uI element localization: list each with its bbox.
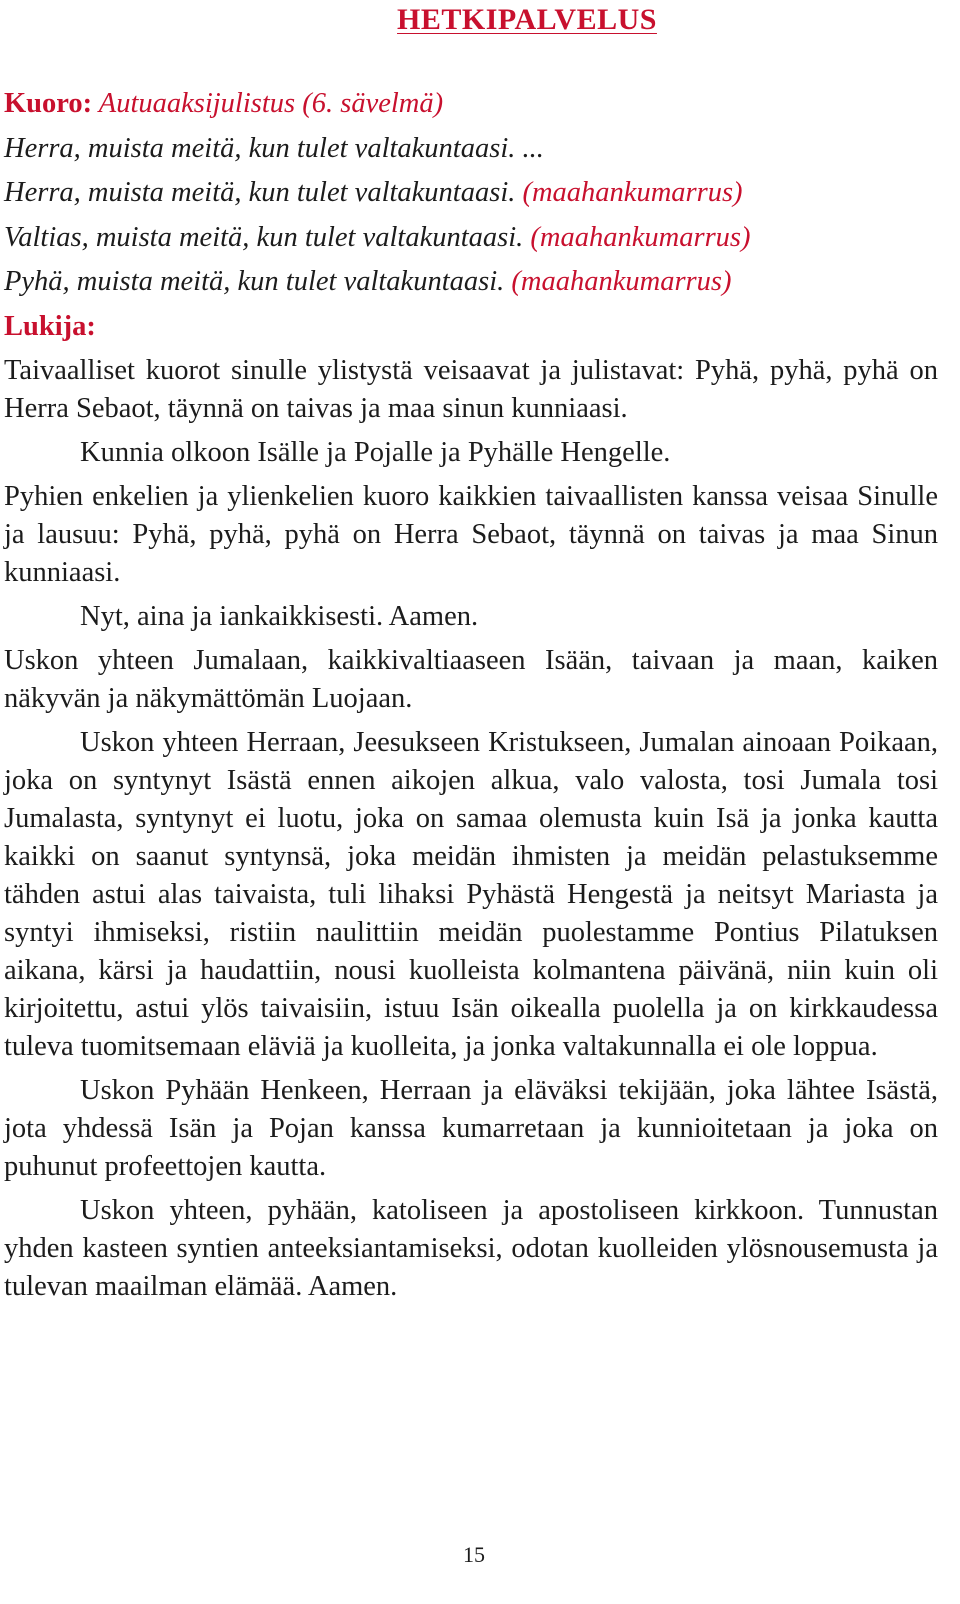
chorus-line-text: Pyhä, muista meitä, kun tulet valtakuntaasi. <box>4 266 505 297</box>
doxology-2: Nyt, aina ja iankaikkisesti. Aamen. <box>80 601 479 632</box>
page-number: 15 <box>463 1542 485 1567</box>
page-title: HETKIPALVELUS <box>397 3 657 36</box>
reader-paragraph-1: Taivaalliset kuorot sinulle ylistystä veisaavat ja julistavat: Pyhä, pyhä, pyhä on Herra Sebaot, täynnä on taivas ja maa sinun kunniaasi. <box>4 355 938 424</box>
chorus-line-text: Herra, muista meitä, kun tulet valtakuntaasi. ... <box>4 132 544 164</box>
creed-paragraph-4: Uskon yhteen, pyhään, katoliseen ja apostoliseen kirkkoon. Tunnustan yhden kasteen syntien anteeksiantamiseksi, odotan kuolleiden ylösnousemusta ja tulevan maailman elämää. Aamen. <box>4 1195 938 1302</box>
chorus-line-4 <box>4 260 938 305</box>
chorus-line-note: (maahankumarrus) <box>522 177 743 208</box>
reader-label: Lukija: <box>4 311 96 342</box>
chorus-heading: Autuaaksijulistus (6. sävelmä) <box>98 88 444 119</box>
creed-paragraph-3: Uskon Pyhään Henkeen, Herraan ja eläväksi tekijään, joka lähtee Isästä, jota yhdessä Isän ja Pojan kanssa kumarretaan ja kunnioitetaan ja joka on puhunut profeettojen kautta. <box>4 1075 938 1182</box>
chorus-section <box>4 82 938 305</box>
chorus-line-text: Valtias, muista meitä, kun tulet valtakuntaasi. <box>4 221 524 253</box>
chorus-heading-line <box>4 82 938 127</box>
chorus-line-3 <box>4 216 938 261</box>
doxology-1: Kunnia olkoon Isälle ja Pojalle ja Pyhälle Hengelle. <box>80 437 671 468</box>
chorus-line-note: (maahankumarrus) <box>511 266 732 297</box>
reader-paragraph-2: Pyhien enkelien ja ylienkelien kuoro kaikkien taivaallisten kanssa veisaa Sinulle ja lausuu: Pyhä, pyhä, pyhä on Herra Sebaot, täynnä on taivas ja maa Sinun kunniaasi. <box>4 481 938 588</box>
chorus-line-text: Herra, muista meitä, kun tulet valtakuntaasi. <box>4 177 516 208</box>
chorus-line-note: (maahankumarrus) <box>530 221 751 253</box>
chorus-line-2 <box>4 171 938 216</box>
title-area <box>4 0 960 40</box>
reader-label-line <box>4 307 938 347</box>
creed-paragraph-2: Uskon yhteen Herraan, Jeesukseen Kristukseen, Jumalan ainoaan Poikaan, joka on syntynyt Isästä ennen aikojen alkua, valo valosta, tosi Jumala tosi Jumalasta, syntynyt ei luotu, joka on samaa olemusta kuin Isä ja jonka kautta kaikki on saanut syntynsä, joka meidän ihmisten ja meidän pelastuksemme tähden astui alas taivaista, tuli lihaksi Pyhästä Hengestä ja neitsyt Mariasta ja syntyi ihmiseksi, ristiin naulittiin meidän puolestamme Pontius Pilatuksen aikana, kärsi ja haudattiin, nousi kuolleista kolmantena päivänä, niin kuin oli kirjoitettu, astui ylös taivaisiin, istuu Isän oikealla puolella ja on kirkkaudessa tuleva tuomitsemaan eläviä ja kuolleita, ja jonka valtakunnalla ei ole loppua. <box>4 727 938 1062</box>
chorus-label: Kuoro: <box>4 88 93 119</box>
creed-paragraph-1: Uskon yhteen Jumalaan, kaikkivaltiaaseen Isään, taivaan ja maan, kaiken näkyvän ja näkymättömän Luojaan. <box>4 645 938 714</box>
chorus-line-1 <box>4 127 938 172</box>
reader-section <box>4 352 938 1306</box>
